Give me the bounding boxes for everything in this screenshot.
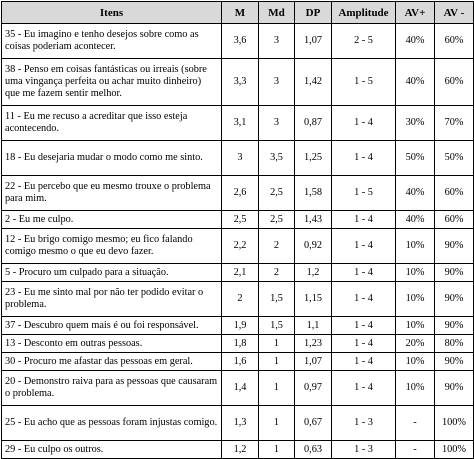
item-cell: 18 - Eu desejaria mudar o modo como me sinto. [2, 141, 222, 176]
statistics-table [1, 1, 474, 459]
item-cell: 22 - Eu percebo que eu mesmo trouxe o problema para mim. [2, 176, 222, 211]
item-cell: 30 - Procuro me afastar das pessoas em geral. [2, 353, 222, 371]
table-row [2, 24, 474, 59]
av-plus-cell: 10% [396, 264, 435, 282]
table-header [2, 2, 474, 24]
std-dev-cell: 1,42 [295, 59, 332, 106]
amplitude-cell: 1 - 5 [332, 59, 396, 106]
std-dev-cell: 1,1 [295, 317, 332, 335]
amplitude-cell: 1 - 4 [332, 371, 396, 406]
av-minus-cell: 70% [435, 106, 474, 141]
median-cell: 1 [259, 353, 295, 371]
std-dev-cell: 1,07 [295, 24, 332, 59]
median-cell: 3 [259, 59, 295, 106]
mean-cell: 1,4 [222, 371, 259, 406]
amplitude-cell: 1 - 4 [332, 353, 396, 371]
std-dev-cell: 0,97 [295, 371, 332, 406]
amplitude-cell: 1 - 5 [332, 176, 396, 211]
av-plus-cell: 10% [396, 282, 435, 317]
mean-cell: 1,6 [222, 353, 259, 371]
median-cell: 1,5 [259, 282, 295, 317]
item-cell: 25 - Eu acho que as pessoas foram injustas comigo. [2, 406, 222, 441]
av-minus-cell: 90% [435, 371, 474, 406]
av-minus-cell: 60% [435, 176, 474, 211]
item-cell: 38 - Penso em coisas fantásticas ou irreais (sobre uma vingança perfeita ou achar muito dinheiro) que me fazem sentir melhor. [2, 59, 222, 106]
header-m: M [222, 2, 259, 24]
median-cell: 2,5 [259, 176, 295, 211]
av-plus-cell: 50% [396, 141, 435, 176]
amplitude-cell: 1 - 3 [332, 406, 396, 441]
av-plus-cell: 10% [396, 317, 435, 335]
av-plus-cell: - [396, 406, 435, 441]
amplitude-cell: 1 - 4 [332, 211, 396, 229]
median-cell: 1,5 [259, 317, 295, 335]
amplitude-cell: 1 - 4 [332, 264, 396, 282]
median-cell: 3,5 [259, 141, 295, 176]
av-minus-cell: 90% [435, 282, 474, 317]
av-minus-cell: 60% [435, 24, 474, 59]
table-row [2, 264, 474, 282]
av-plus-cell: 40% [396, 176, 435, 211]
header-dp: DP [295, 2, 332, 24]
amplitude-cell: 1 - 4 [332, 106, 396, 141]
mean-cell: 1,3 [222, 406, 259, 441]
mean-cell: 1,8 [222, 335, 259, 353]
av-plus-cell: 40% [396, 24, 435, 59]
std-dev-cell: 0,67 [295, 406, 332, 441]
item-cell: 20 - Demonstro raiva para as pessoas que causaram o problema. [2, 371, 222, 406]
amplitude-cell: 1 - 4 [332, 335, 396, 353]
mean-cell: 2,2 [222, 229, 259, 264]
av-plus-cell: 10% [396, 353, 435, 371]
amplitude-cell: 1 - 4 [332, 229, 396, 264]
item-cell: 37 - Descubro quem mais é ou foi responsável. [2, 317, 222, 335]
av-minus-cell: 100% [435, 441, 474, 459]
std-dev-cell: 0,63 [295, 441, 332, 459]
table-row [2, 335, 474, 353]
mean-cell: 2 [222, 282, 259, 317]
item-cell: 13 - Desconto em outras pessoas. [2, 335, 222, 353]
median-cell: 1 [259, 441, 295, 459]
item-cell: 2 - Eu me culpo. [2, 211, 222, 229]
table-row [2, 106, 474, 141]
header-av-plus: AV+ [396, 2, 435, 24]
median-cell: 1 [259, 371, 295, 406]
table-row [2, 141, 474, 176]
mean-cell: 3,3 [222, 59, 259, 106]
av-minus-cell: 80% [435, 335, 474, 353]
std-dev-cell: 1,2 [295, 264, 332, 282]
amplitude-cell: 1 - 3 [332, 441, 396, 459]
std-dev-cell: 1,23 [295, 335, 332, 353]
median-cell: 1 [259, 406, 295, 441]
table-row [2, 441, 474, 459]
table-body [2, 24, 474, 459]
header-row [2, 2, 474, 24]
amplitude-cell: 1 - 4 [332, 141, 396, 176]
av-plus-cell: 30% [396, 106, 435, 141]
table-row [2, 229, 474, 264]
av-plus-cell: 40% [396, 59, 435, 106]
av-plus-cell: 40% [396, 211, 435, 229]
av-minus-cell: 90% [435, 264, 474, 282]
std-dev-cell: 1,43 [295, 211, 332, 229]
table-row [2, 406, 474, 441]
median-cell: 2 [259, 264, 295, 282]
table-row [2, 317, 474, 335]
av-plus-cell: 10% [396, 371, 435, 406]
median-cell: 2,5 [259, 211, 295, 229]
std-dev-cell: 1,25 [295, 141, 332, 176]
table-row [2, 176, 474, 211]
table-row [2, 371, 474, 406]
std-dev-cell: 1,07 [295, 353, 332, 371]
mean-cell: 1,9 [222, 317, 259, 335]
av-minus-cell: 50% [435, 141, 474, 176]
header-av-minus: AV - [435, 2, 474, 24]
av-minus-cell: 90% [435, 353, 474, 371]
item-cell: 11 - Eu me recuso a acreditar que isso esteja acontecendo. [2, 106, 222, 141]
median-cell: 2 [259, 229, 295, 264]
item-cell: 35 - Eu imagino e tenho desejos sobre como as coisas poderiam acontecer. [2, 24, 222, 59]
item-cell: 23 - Eu me sinto mal por não ter podido evitar o problema. [2, 282, 222, 317]
mean-cell: 1,2 [222, 441, 259, 459]
mean-cell: 3,1 [222, 106, 259, 141]
std-dev-cell: 0,92 [295, 229, 332, 264]
av-plus-cell: 10% [396, 229, 435, 264]
header-md: Md [259, 2, 295, 24]
header-amplitude: Amplitude [332, 2, 396, 24]
std-dev-cell: 1,15 [295, 282, 332, 317]
std-dev-cell: 1,58 [295, 176, 332, 211]
av-minus-cell: 90% [435, 229, 474, 264]
amplitude-cell: 2 - 5 [332, 24, 396, 59]
av-minus-cell: 100% [435, 406, 474, 441]
mean-cell: 2,6 [222, 176, 259, 211]
item-cell: 5 - Procuro um culpado para a situação. [2, 264, 222, 282]
av-plus-cell: 20% [396, 335, 435, 353]
table-row [2, 59, 474, 106]
header-itens: Itens [2, 2, 222, 24]
item-cell: 12 - Eu brigo comigo mesmo; eu fico falando comigo mesmo o que eu devo fazer. [2, 229, 222, 264]
av-minus-cell: 90% [435, 317, 474, 335]
av-minus-cell: 60% [435, 211, 474, 229]
mean-cell: 2,5 [222, 211, 259, 229]
mean-cell: 3,6 [222, 24, 259, 59]
table-row [2, 282, 474, 317]
mean-cell: 3 [222, 141, 259, 176]
amplitude-cell: 1 - 4 [332, 317, 396, 335]
table-row [2, 211, 474, 229]
item-cell: 29 - Eu culpo os outros. [2, 441, 222, 459]
table-row [2, 353, 474, 371]
av-plus-cell: - [396, 441, 435, 459]
median-cell: 1 [259, 335, 295, 353]
mean-cell: 2,1 [222, 264, 259, 282]
amplitude-cell: 1 - 4 [332, 282, 396, 317]
median-cell: 3 [259, 106, 295, 141]
median-cell: 3 [259, 24, 295, 59]
av-minus-cell: 60% [435, 59, 474, 106]
std-dev-cell: 0,87 [295, 106, 332, 141]
